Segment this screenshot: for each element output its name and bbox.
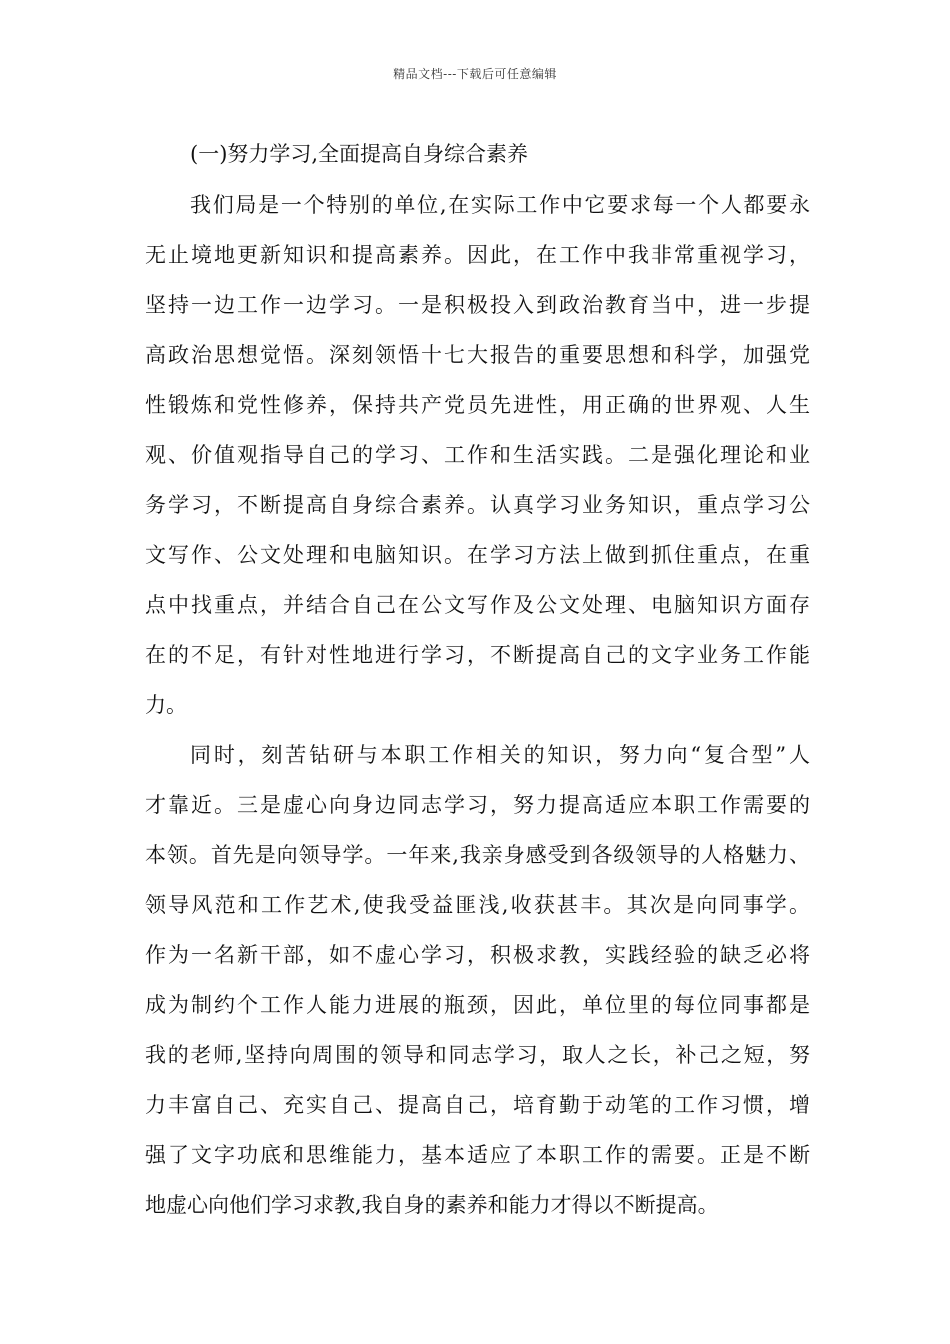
paragraph-line: 在的不足，有针对性地进行学习，不断提高自己的文字业务工作能 [145,643,810,667]
paragraph-line: 领导风范和工作艺术,使我受益匪浅,收获甚丰。其次是向同事学。 [145,893,810,917]
paragraph-line: 成为制约个工作人能力进展的瓶颈，因此，单位里的每位同事都是 [145,993,810,1017]
paragraph-line: 力丰富自己、充实自己、提高自己，培育勤于动笔的工作习惯，增 [145,1093,810,1117]
paragraph-line: 我们局是一个特别的单位,在实际工作中它要求每一个人都要永 [190,193,810,217]
section-heading: (一)努力学习,全面提高自身综合素养 [190,142,529,166]
paragraph-line: 无止境地更新知识和提高素养。因此，在工作中我非常重视学习， [145,243,810,267]
document-body [145,134,810,1230]
paragraph-line: 地虚心向他们学习求教,我自身的素养和能力才得以不断提高。 [145,1193,719,1217]
page-header: 精品文档---下载后可任意编辑 [393,67,557,81]
paragraph-line: 才靠近。三是虚心向身边同志学习，努力提高适应本职工作需要的 [145,793,810,817]
paragraph-line: 力。 [145,693,187,717]
paragraph-line: 文写作、公文处理和电脑知识。在学习方法上做到抓住重点，在重 [145,543,810,567]
paragraph-line: 务学习，不断提高自身综合素养。认真学习业务知识，重点学习公 [145,493,810,517]
paragraph-line: 我的老师,坚持向周围的领导和同志学习，取人之长，补己之短，努 [145,1043,810,1067]
paragraph-line: 作为一名新干部，如不虚心学习，积极求教，实践经验的缺乏必将 [145,943,810,967]
paragraph-line: 坚持一边工作一边学习。一是积极投入到政治教育当中，进一步提 [145,293,810,317]
paragraph-line: 点中找重点，并结合自己在公文写作及公文处理、电脑知识方面存 [145,593,810,617]
paragraph-2 [145,730,810,1230]
paragraph-line: 高政治思想觉悟。深刻领悟十七大报告的重要思想和科学，加强党 [145,343,810,367]
paragraph-line: 性锻炼和党性修养，保持共产党员先进性，用正确的世界观、人生 [145,393,810,417]
paragraph-1 [145,180,810,730]
paragraph-line: 观、价值观指导自己的学习、工作和生活实践。二是强化理论和业 [145,443,810,467]
paragraph-line: 强了文字功底和思维能力，基本适应了本职工作的需要。正是不断 [145,1143,810,1167]
paragraph-line: 本领。首先是向领导学。一年来,我亲身感受到各级领导的人格魅力、 [145,843,810,867]
paragraph-line: 同时，刻苦钻研与本职工作相关的知识，努力向“复合型”人 [190,743,810,767]
